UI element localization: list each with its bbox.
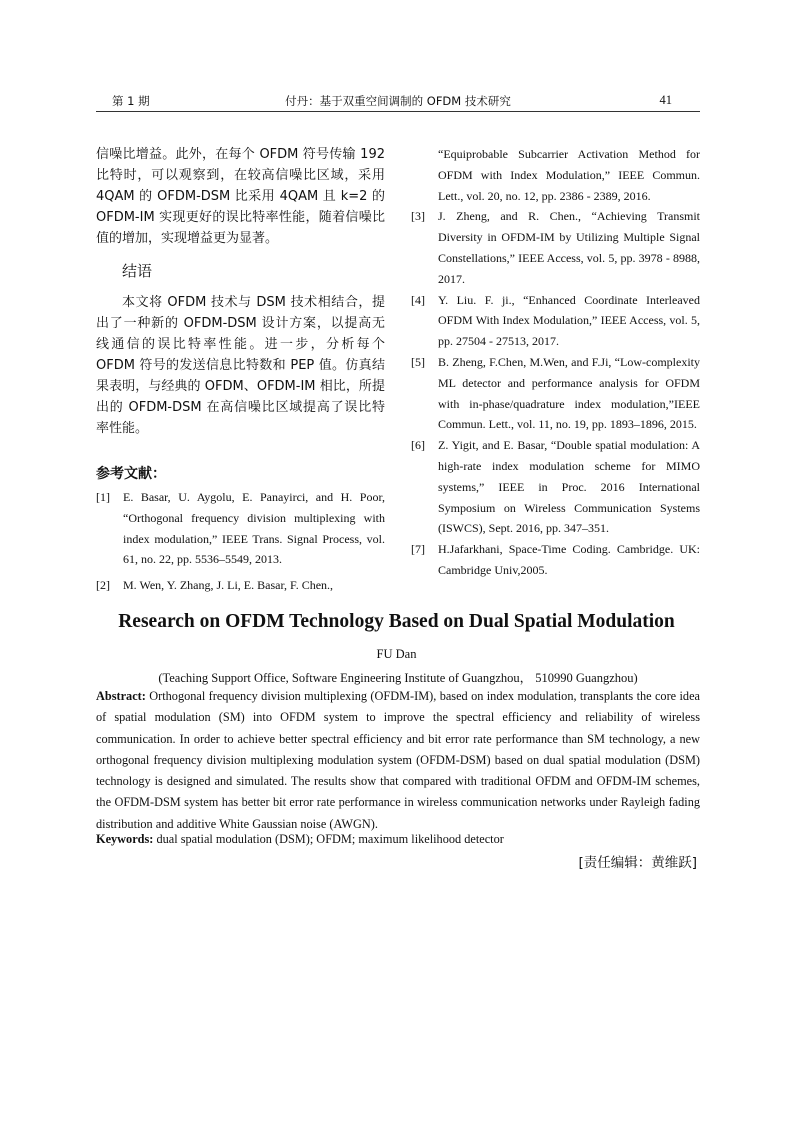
reference-number: [4]	[411, 292, 425, 307]
reference-item	[411, 206, 700, 289]
abstract-text: Orthogonal frequency division multiplexing (OFDM-IM), based on index modulation, transplants the core idea of spatial modulation (SM) into OFDM system to improve the spectral efficiency and reliability of wireless communication. In order to achieve better spectral efficiency and bit error rate performance than SM technology, a new orthogonal frequency division multiplexing modulation system (OFDM-DSM) based on dual spatial modulation (DSM) technology is designed and simulated. The results show that compared with traditional OFDM and OFDM-IM schemes, the OFDM-DSM system has better bit error rate performance in wireless communication networks under Rayleigh fading distribution and additive White Gaussian noise (AWGN).	[96, 689, 700, 831]
reference-number: [6]	[411, 438, 425, 453]
keywords-label: Keywords:	[96, 832, 154, 846]
reference-text: H.Jafarkhani, Space-Time Coding. Cambridge. UK: Cambridge Univ,2005.	[438, 542, 700, 577]
abstract-label: Abstract:	[96, 689, 146, 703]
reference-text: M. Wen, Y. Zhang, J. Li, E. Basar, F. Chen.,	[123, 578, 334, 593]
reference-text: Z. Yigit, and E. Basar, “Double spatial modulation: A high-rate index modulation scheme for MIMO systems,” IEEE in Proc. 2016 International Symposium on Wireless Communication Systems (ISWCS), Sept. 2016, pp. 347–351.	[438, 438, 700, 536]
editor-note: [责任编辑：黄维跃]	[578, 855, 697, 871]
running-header	[96, 93, 700, 111]
reference-number: [2]	[96, 578, 110, 593]
reference-text: Y. Liu. F. ji., “Enhanced Coordinate Interleaved OFDM With Index Modulation,” IEEE Access, vol. 5, pp. 27504 - 27513, 2017.	[438, 292, 700, 349]
reference-text: J. Zheng, and R. Chen., “Achieving Transmit Diversity in OFDM-IM by Utilizing Multiple Signal Constellations,” IEEE Access, vol. 5, pp. 3978 - 8988, 2017.	[438, 209, 700, 286]
reference-text: “Equiprobable Subcarrier Activation Method for OFDM with Index Modulation,” IEEE Commun. Lett., vol. 20, no. 12, pp. 2386 - 2389, 2016.	[438, 147, 700, 203]
reference-item	[96, 487, 385, 570]
reference-item	[411, 290, 700, 352]
keywords-text: dual spatial modulation (DSM); OFDM; maximum likelihood detector	[156, 832, 504, 846]
english-abstract	[96, 686, 700, 835]
reference-item-continued	[411, 144, 700, 206]
page-number: 41	[659, 93, 672, 107]
reference-number: [3]	[411, 209, 425, 224]
reference-item	[411, 435, 700, 539]
english-title: Research on OFDM Technology Based on Dual Spatial Modulation	[118, 611, 675, 632]
english-affiliation: (Teaching Support Office, Software Engineering Institute of Guangzhou， 510990 Guangzhou)	[158, 671, 638, 685]
left-column	[96, 144, 385, 596]
reference-number: [7]	[411, 542, 425, 557]
references-heading: 参考文献：	[96, 466, 166, 482]
reference-item	[411, 352, 700, 435]
reference-number: [1]	[96, 490, 110, 504]
issue-label: 第 1 期	[112, 94, 150, 108]
english-author: FU Dan	[376, 647, 417, 661]
right-column	[411, 144, 700, 581]
reference-item	[411, 539, 700, 581]
reference-item	[96, 575, 385, 596]
reference-number: [5]	[411, 354, 425, 369]
reference-text: B. Zheng, F.Chen, M.Wen, and F.Ji, “Low-complexity ML detector and performance analysis for OFDM with in-phase/quadrature index modulation,”IEEE Commun. Lett., vol. 11, no. 19, pp. 1893–1896, 2015.	[438, 354, 700, 432]
results-paragraph-end: 信噪比增益。此外，在每个 OFDM 符号传输 192 比特时，可以观察到，在较高信噪比区域，采用 4QAM 的 OFDM-DSM 比采用 4QAM 且 k=2 的 OFDM-IM 实现更好的误比特率性能，随着信噪比值的增加，实现增益更为显著。	[96, 147, 385, 246]
reference-text: E. Basar, U. Aygolu, E. Panayirci, and H. Poor, “Orthogonal frequency division multiplexing with index modulation,” IEEE Trans. Signal Process, vol. 61, no. 22, pp. 5536–5549, 2013.	[123, 490, 385, 567]
running-title: 付丹：基于双重空间调制的 OFDM 技术研究	[285, 94, 511, 108]
english-keywords	[96, 832, 700, 847]
conclusion-paragraph: 本文将 OFDM 技术与 DSM 技术相结合，提出了一种新的 OFDM-DSM 设计方案，以提高无线通信的误比特率性能。进一步，分析每个 OFDM 符号的发送信息比特数和 PEP 值。仿真结果表明，与经典的 OFDM、OFDM-IM 相比，所提出的 OFDM-DSM 在高信噪比区域提高了误比特率性能。	[96, 295, 385, 436]
header-rule	[96, 111, 700, 112]
conclusion-heading: 结语	[122, 262, 153, 280]
